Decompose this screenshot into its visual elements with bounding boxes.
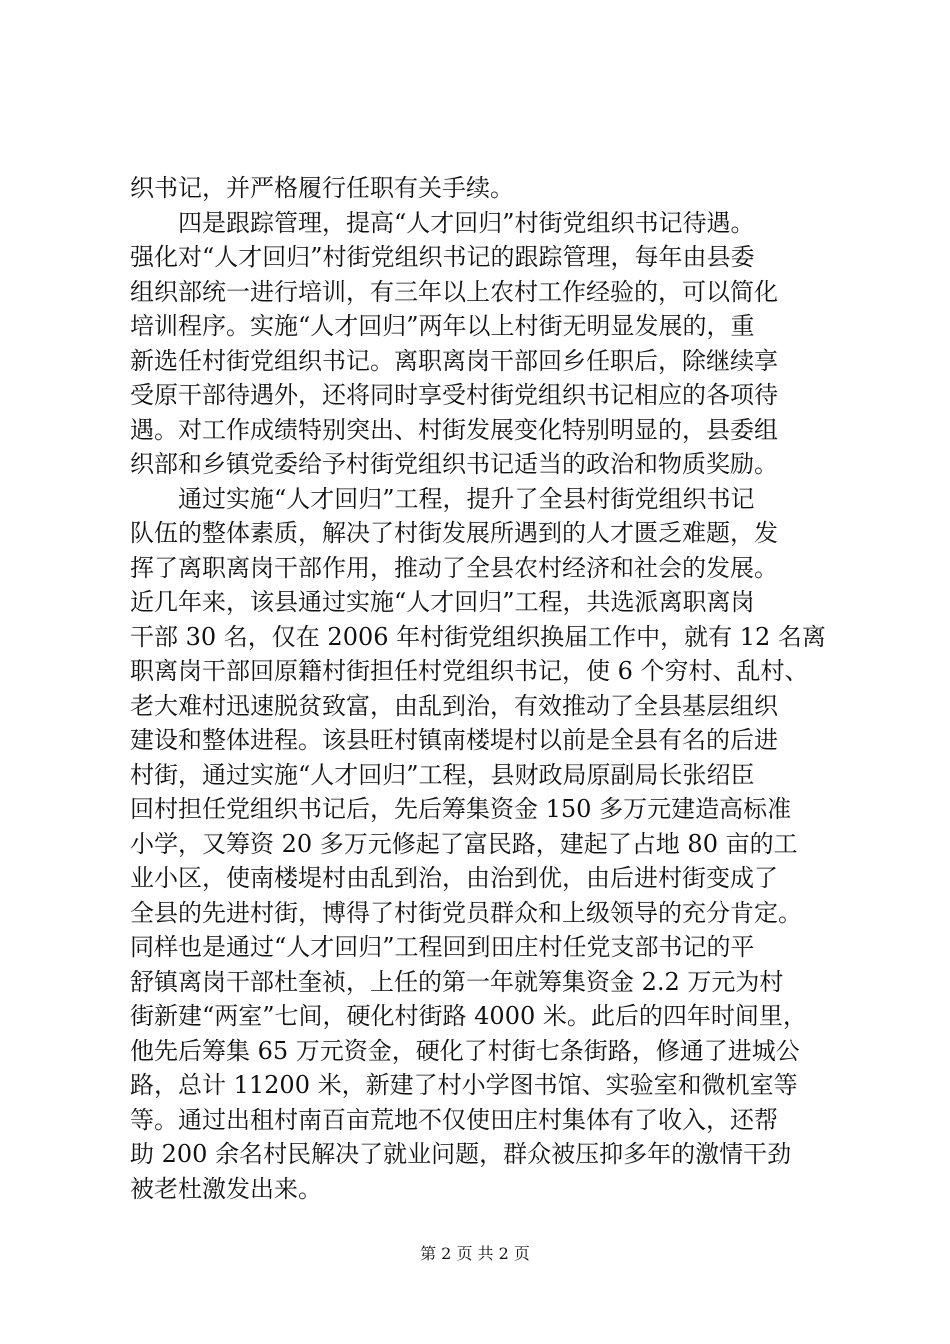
page-footer: 第 2 页 共 2 页: [420, 1244, 530, 1263]
text-line: 助 200 余名村民解决了就业问题，群众被压抑多年的激情干劲: [130, 1140, 792, 1168]
text-line: 同样也是通过“人才回归”工程回到田庄村任党支部书记的平: [130, 933, 755, 961]
text-line: 培训程序。实施“人才回归”两年以上村街无明显发展的，重: [130, 312, 755, 340]
text-line: 村街，通过实施“人才回归”工程，县财政局原副局长张绍臣: [130, 760, 755, 789]
text-line: 新选任村街党组织书记。离职离岗干部回乡任职后，除继续享: [130, 346, 778, 375]
text-line: 建设和整体进程。该县旺村镇南楼堤村以前是全县有名的后进: [130, 726, 778, 754]
text-line: 回村担任党组织书记后，先后筹集资金 150 多万元建造高标准: [130, 795, 792, 823]
text-line: 织部和乡镇党委给予村街党组织书记适当的政治和物质奖励。: [130, 450, 778, 478]
text-line: 他先后筹集 65 万元资金，硬化了村街七条街路，修通了进城公: [130, 1036, 800, 1065]
text-line: 老大难村迅速脱贫致富，由乱到治，有效推动了全县基层组织: [130, 691, 778, 720]
text-line: 四是跟踪管理，提高“人才回归”村街党组织书记待遇。: [130, 208, 755, 237]
document-body: [130, 171, 830, 1206]
text-line: 业小区，使南楼堤村由乱到治，由治到优，由后进村街变成了: [130, 864, 778, 892]
text-line: 挥了离职离岗干部作用，推动了全县农村经济和社会的发展。: [130, 553, 778, 582]
text-line: 近几年来，该县通过实施“人才回归”工程，共选派离职离岗: [130, 588, 755, 616]
text-line: 路，总计 11200 米，新建了村小学图书馆、实验室和微机室等: [130, 1071, 798, 1099]
text-line: 组织部统一进行培训，有三年以上农村工作经验的，可以简化: [130, 277, 778, 306]
text-line: 职离岗干部回原籍村街担任村党组织书记，使 6 个穷村、乱村、: [130, 657, 809, 685]
text-line: 全县的先进村街，博得了村街党员群众和上级领导的充分肯定。: [130, 898, 802, 927]
text-line: 舒镇离岗干部杜奎祯，上任的第一年就筹集资金 2.2 万元为村: [130, 967, 784, 996]
text-line: 通过实施“人才回归”工程，提升了全县村街党组织书记: [130, 484, 755, 513]
text-line: 被老杜激发出来。: [130, 1174, 322, 1203]
text-line: 受原干部待遇外，还将同时享受村街党组织书记相应的各项待: [130, 381, 778, 409]
text-line: 干部 30 名，仅在 2006 年村街党组织换届工作中，就有 12 名离: [130, 622, 826, 651]
text-line: 队伍的整体素质，解决了村街发展所遇到的人才匮乏难题，发: [130, 519, 778, 547]
text-line: 小学，又筹资 20 多万元修起了富民路，建起了占地 80 亩的工: [130, 829, 798, 858]
text-line: 织书记，并严格履行任职有关手续。: [130, 174, 514, 202]
text-line: 等。通过出租村南百亩荒地不仅使田庄村集体有了收入，还帮: [130, 1105, 778, 1134]
text-line: 强化对“人才回归”村街党组织书记的跟踪管理，每年由县委: [130, 243, 755, 271]
text-line: 街新建“两室”七间，硬化村街路 4000 米。此后的四年时间里，: [130, 1002, 807, 1030]
text-line: 遇。对工作成绩特别突出、村街发展变化特别明显的，县委组: [130, 415, 778, 444]
